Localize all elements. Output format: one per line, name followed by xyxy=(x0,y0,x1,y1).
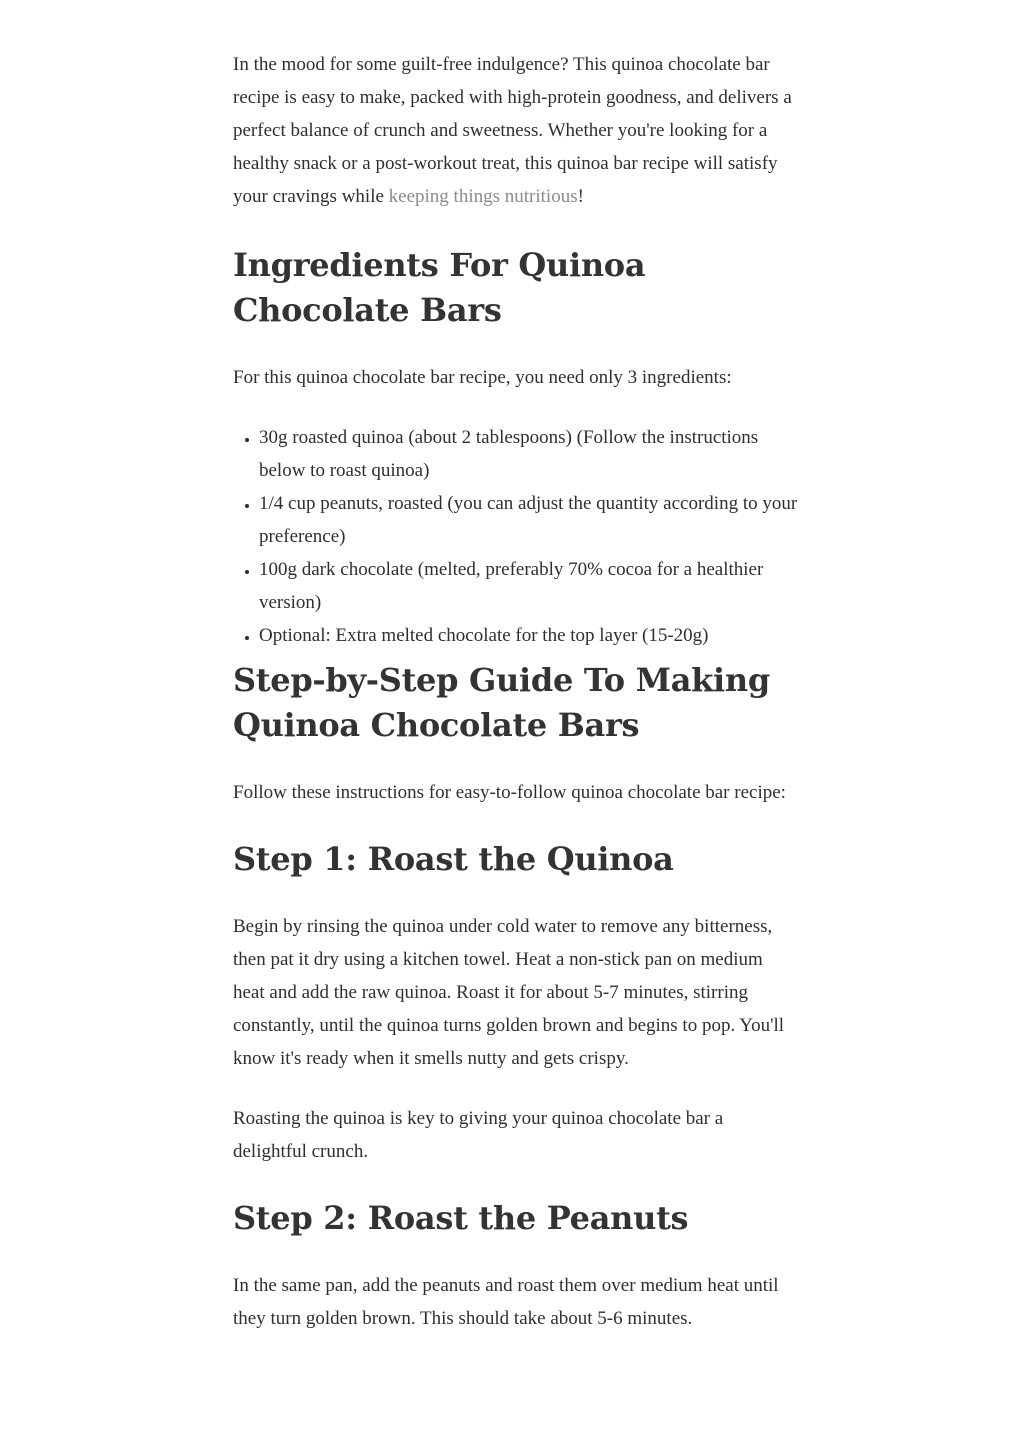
ingredients-list xyxy=(233,421,798,652)
step1-paragraph-2: Roasting the quinoa is key to giving your quinoa chocolate bar a delightful crunch. xyxy=(233,1108,724,1162)
intro-text-end: ! xyxy=(577,186,584,207)
article-body xyxy=(233,48,798,1335)
guide-lead: Follow these instructions for easy-to-follow quinoa chocolate bar recipe: xyxy=(233,782,786,803)
guide-heading: Step-by-Step Guide To Making Quinoa Chocolate Bars xyxy=(233,661,770,744)
step2-heading: Step 2: Roast the Peanuts xyxy=(233,1199,689,1237)
list-item: • Optional: Extra melted chocolate for the top layer (15-20g) xyxy=(259,619,798,652)
list-item: • 1/4 cup peanuts, roasted (you can adjust the quantity according to your preference) xyxy=(259,487,798,553)
intro-text: In the mood for some guilt-free indulgence? This quinoa chocolate bar recipe is easy to make, packed with high-protein goodness, and delivers a perfect balance of crunch and sweetness. Whether you're looking for a healthy snack or a post-workout treat, this quinoa bar recipe will satisfy your cravings while xyxy=(233,54,792,207)
ingredients-lead: For this quinoa chocolate bar recipe, you need only 3 ingredients: xyxy=(233,367,732,388)
ingredients-heading: Ingredients For Quinoa Chocolate Bars xyxy=(233,246,646,329)
step2-paragraph: In the same pan, add the peanuts and roast them over medium heat until they turn golden brown. This should take about 5-6 minutes. xyxy=(233,1275,779,1329)
step1-heading: Step 1: Roast the Quinoa xyxy=(233,840,674,878)
list-item: • 30g roasted quinoa (about 2 tablespoons) (Follow the instructions below to roast quinoa) xyxy=(259,421,798,487)
intro-paragraph xyxy=(233,48,798,213)
list-item: • 100g dark chocolate (melted, preferably 70% cocoa for a healthier version) xyxy=(259,553,798,619)
step1-paragraph: Begin by rinsing the quinoa under cold water to remove any bitterness, then pat it dry using a kitchen towel. Heat a non-stick pan on medium heat and add the raw quinoa. Roast it for about 5-7 minutes, stirring constantly, until the quinoa turns golden brown and begins to pop. You'll know it's ready when it smells nutty and gets crispy. xyxy=(233,916,785,1069)
nutrition-link[interactable]: keeping things nutritious xyxy=(388,186,578,207)
